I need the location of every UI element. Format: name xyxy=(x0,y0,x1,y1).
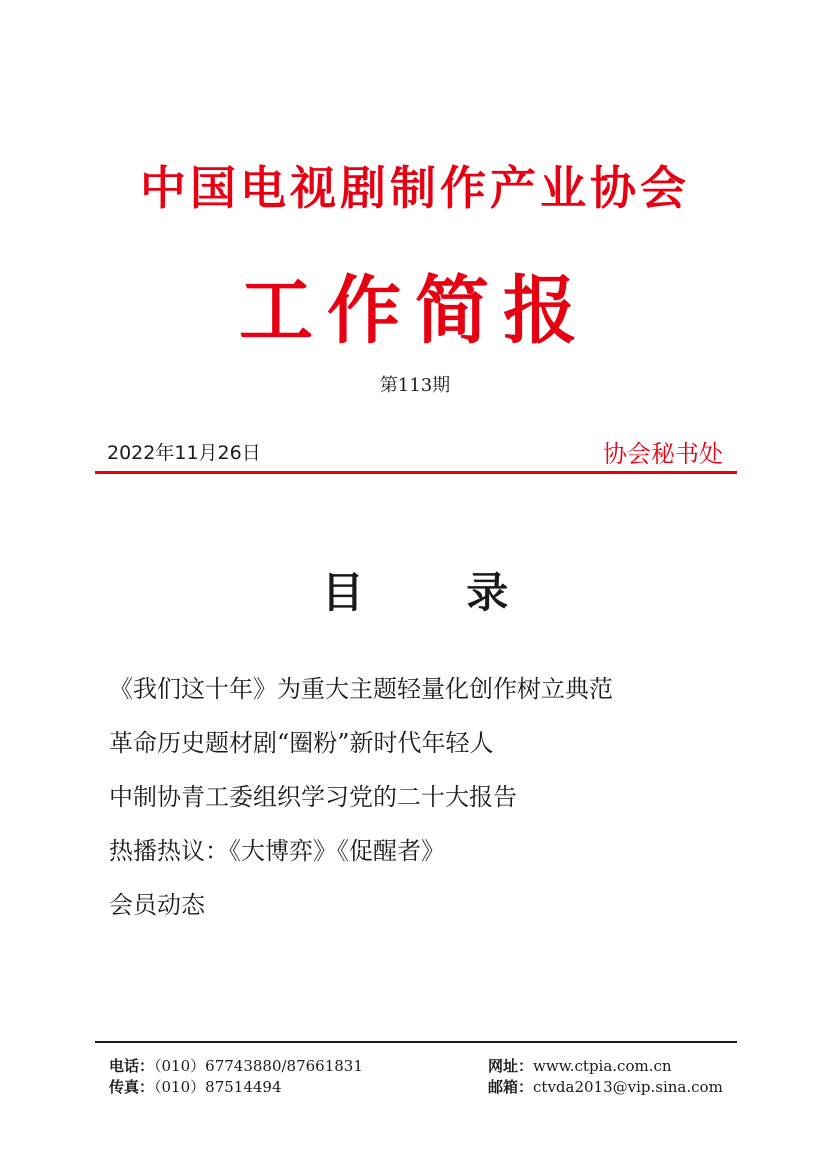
fax-label: 传真： xyxy=(109,1078,155,1096)
issue-number: 第113期 xyxy=(379,375,451,396)
toc-item: 《我们这十年》为重大主题轻量化创作树立典范 xyxy=(109,675,613,703)
toc-list xyxy=(109,672,613,942)
email-label: 邮箱： xyxy=(488,1078,534,1096)
fax-value: （010）87514494 xyxy=(154,1078,282,1096)
toc-item: 革命历史题材剧“圈粉”新时代年轻人 xyxy=(109,729,494,757)
footer-divider xyxy=(95,1041,737,1043)
website-label: 网址： xyxy=(488,1057,534,1075)
website-value: www.ctpia.com.cn xyxy=(533,1057,672,1075)
phone-label: 电话： xyxy=(109,1057,155,1075)
organization-title: 中国电视剧制作产业协会 xyxy=(140,161,690,215)
phone-row xyxy=(109,1056,363,1077)
bulletin-title: 工作简报 xyxy=(239,268,591,354)
footer-online xyxy=(488,1056,723,1098)
email-value: ctvda2013@vip.sina.com xyxy=(533,1078,723,1096)
header-divider xyxy=(95,471,737,474)
issue-date: 2022年11月26日 xyxy=(107,442,261,464)
toc-item: 热播热议：《大博弈》《促醒者》 xyxy=(109,837,445,865)
toc-item: 会员动态 xyxy=(109,891,205,919)
issuer: 协会秘书处 xyxy=(603,440,723,468)
toc-heading: 目 录 xyxy=(321,568,553,617)
email-row xyxy=(488,1077,723,1098)
footer-contact xyxy=(109,1056,363,1098)
website-row xyxy=(488,1056,723,1077)
phone-value: （010）67743880/87661831 xyxy=(154,1057,363,1075)
toc-item: 中制协青工委组织学习党的二十大报告 xyxy=(109,783,517,811)
fax-row xyxy=(109,1077,363,1098)
